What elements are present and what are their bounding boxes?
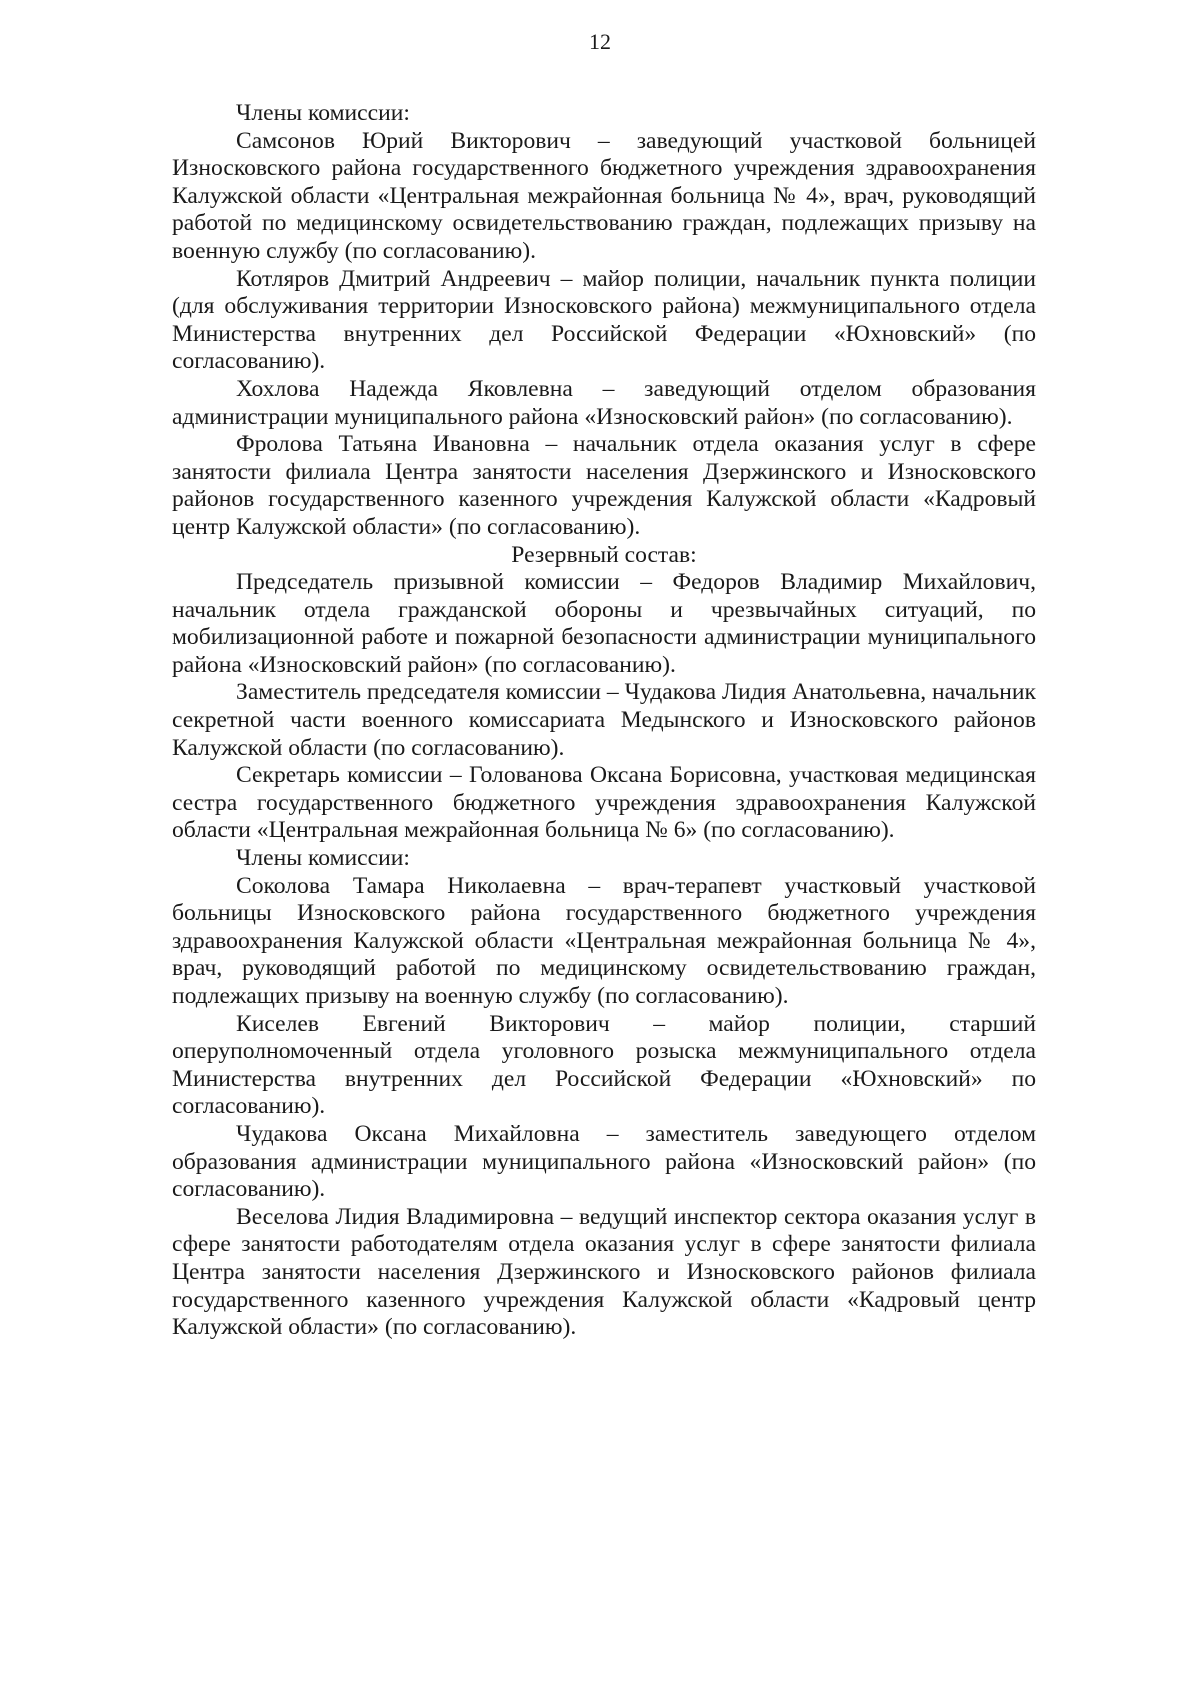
document-body bbox=[172, 100, 1036, 1342]
member-khokhlova: Хохлова Надежда Яковлевна – заведующий отделом образования администрации муниципального района «Износковский район» (по согласованию). bbox=[172, 375, 1036, 430]
page-number: 12 bbox=[589, 29, 611, 54]
reserve-secretary: Секретарь комиссии – Голованова Оксана Борисовна, участковая медицинская сестра государственного бюджетного учреждения здравоохранения Калужской области «Центральная межрайонная больница № 6» (по согласованию). bbox=[172, 762, 1036, 844]
reserve-member-chudakova: Чудакова Оксана Михайловна – заместитель заведующего отделом образования администрации муниципального района «Износковский район» (по согласованию). bbox=[172, 1120, 1036, 1203]
member-frolova: Фролова Татьяна Ивановна – начальник отдела оказания услуг в сфере занятости филиала Центра занятости населения Дзержинского и Износковского районов государственного казенного учреждения Калужской области «Кадровый центр Калужской области» (по согласованию). bbox=[172, 431, 1036, 540]
reserve-member-sokolova: Соколова Тамара Николаевна – врач-терапевт участковый участковой больницы Износковского района государственного бюджетного учреждения здравоохранения Калужской области «Центральная межрайонная больница № 4», врач, руководящий работой по медицинскому освидетельствованию граждан, подлежащих призыву на военную службу (по согласованию). bbox=[172, 872, 1036, 1009]
reserve-heading: Резервный состав: bbox=[511, 541, 697, 568]
reserve-chairman: Председатель призывной комиссии – Федоров Владимир Михайлович, начальник отдела гражданской обороны и чрезвычайных ситуаций, по мобилизационной работе и пожарной безопасности администрации муниципального района «Износковский район» (по согласованию). bbox=[172, 569, 1036, 678]
members-heading: Члены комиссии: bbox=[236, 100, 410, 126]
reserve-members-heading: Члены комиссии: bbox=[236, 845, 410, 872]
reserve-member-kiselev: Киселев Евгений Викторович – майор полиции, старший оперуполномоченный отдела уголовного розыска межмуниципального отдела Министерства внутренних дел Российской Федерации «Юхновский» по согласованию). bbox=[172, 1010, 1036, 1120]
reserve-member-veselova: Веселова Лидия Владимировна – ведущий инспектор сектора оказания услуг в сфере занятости работодателям отдела оказания услуг в сфере занятости филиала Центра занятости населения Дзержинского и Износковского районов филиала государственного казенного учреждения Калужской области «Кадровый центр Калужской области» (по согласованию). bbox=[172, 1203, 1036, 1341]
reserve-deputy-chairman: Заместитель председателя комиссии – Чудакова Лидия Анатольевна, начальник секретной части военного комиссариата Медынского и Износковского районов Калужской области (по согласованию). bbox=[172, 679, 1036, 761]
member-samsonov: Самсонов Юрий Викторович – заведующий участковой больницей Износковского района государственного бюджетного учреждения здравоохранения Калужской области «Центральная межрайонная больница № 4», врач, руководящий работой по медицинскому освидетельствованию граждан, подлежащих призыву на военную службу (по согласованию). bbox=[172, 127, 1036, 264]
member-kotlyarov: Котляров Дмитрий Андреевич – майор полиции, начальник пункта полиции (для обслуживания территории Износковского района) межмуниципального отдела Министерства внутренних дел Российской Федерации «Юхновский» (по согласованию). bbox=[172, 265, 1036, 375]
